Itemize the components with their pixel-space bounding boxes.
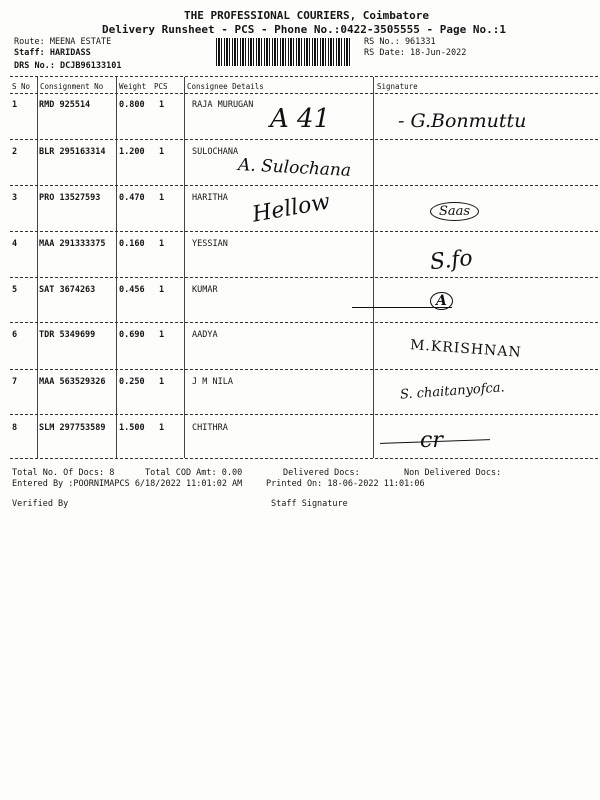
- row-sno: 7: [12, 377, 18, 387]
- row-consignee: HARITHA: [192, 193, 228, 203]
- verified-by: Verified By: [12, 499, 69, 509]
- row-consignee: SULOCHANA: [192, 147, 239, 157]
- row-weight: 0.456: [119, 285, 145, 295]
- total-cod: Total COD Amt: 0.00: [145, 468, 243, 478]
- row-rule: [10, 414, 598, 415]
- row-consignment: SLM 297753589: [39, 423, 106, 433]
- row-consignee: YESSIAN: [192, 239, 228, 249]
- col-header-consignment: Consignment No: [40, 82, 104, 91]
- row-rule: [10, 322, 598, 323]
- row-sno: 2: [12, 147, 18, 157]
- row-rule: [10, 139, 598, 140]
- handwritten-signature: S.fo: [428, 245, 474, 276]
- handwritten-signature: S. chaitanyofca.: [399, 380, 506, 403]
- col-header-pcs: PCS: [154, 82, 168, 91]
- row-rule: [10, 369, 598, 370]
- barcode: [216, 38, 352, 66]
- handwritten-signature: A: [430, 292, 453, 310]
- row-pcs: 1: [159, 147, 165, 157]
- row-sno: 1: [12, 100, 18, 110]
- row-consignment: MAA 563529326: [39, 377, 106, 387]
- table-row: [0, 423, 600, 469]
- row-consignee: AADYA: [192, 330, 218, 340]
- table-bottom-rule: [10, 458, 598, 459]
- row-weight: 0.160: [119, 239, 145, 249]
- staff-signature-label: Staff Signature: [271, 499, 348, 509]
- handwritten-signature: Hellow: [250, 189, 332, 228]
- row-pcs: 1: [159, 285, 165, 295]
- row-consignment: RMD 925514: [39, 100, 91, 110]
- printed-on: Printed On: 18-06-2022 11:01:06: [266, 479, 425, 489]
- row-consignment: SAT 3674263: [39, 285, 96, 295]
- col-header-weight: Weight: [119, 82, 147, 91]
- handwritten-signature: - G.Bonmuttu: [398, 110, 527, 132]
- row-weight: 1.500: [119, 423, 145, 433]
- col-header-signature: Signature: [377, 82, 418, 91]
- handwritten-signature: Saas: [430, 202, 479, 221]
- entered-by: Entered By :POORNIMAPCS 6/18/2022 11:01:02 AM: [12, 479, 243, 489]
- rs-date: RS Date: 18-Jun-2022: [364, 48, 467, 58]
- row-rule: [10, 277, 598, 278]
- col-header-consignee: Consignee Details: [187, 82, 264, 91]
- row-rule: [10, 185, 598, 186]
- handwritten-signature: M.KRISHNAN: [409, 337, 523, 361]
- row-rule: [10, 231, 598, 232]
- row-sno: 5: [12, 285, 18, 295]
- row-sno: 4: [12, 239, 18, 249]
- total-docs: Total No. Of Docs: 8: [12, 468, 115, 478]
- row-pcs: 1: [159, 330, 165, 340]
- row-pcs: 1: [159, 100, 165, 110]
- row-pcs: 1: [159, 239, 165, 249]
- row-consignee: J M NILA: [192, 377, 233, 387]
- company-name: THE PROFESSIONAL COURIERS, Coimbatore: [184, 9, 430, 22]
- row-sno: 8: [12, 423, 18, 433]
- row-weight: 0.690: [119, 330, 145, 340]
- route-label: Route: MEENA ESTATE: [14, 37, 112, 47]
- row-consignment: PRO 13527593: [39, 193, 101, 203]
- row-weight: 1.200: [119, 147, 145, 157]
- header-bottom-rule: [10, 93, 598, 94]
- table-row: [0, 377, 600, 423]
- drs-number: DRS No.: DCJB96133101: [14, 61, 122, 71]
- table-row: [0, 285, 600, 331]
- row-weight: 0.470: [119, 193, 145, 203]
- staff-label: Staff: HARIDASS: [14, 48, 91, 58]
- col-header-sno: S No: [12, 82, 31, 91]
- handwritten-signature: A. Sulochana: [237, 155, 352, 181]
- row-consignment: MAA 291333375: [39, 239, 106, 249]
- delivered-docs: Delivered Docs:: [283, 468, 360, 478]
- row-sno: 3: [12, 193, 18, 203]
- row-consignment: TDR 5349699: [39, 330, 96, 340]
- row-weight: 0.800: [119, 100, 145, 110]
- row-pcs: 1: [159, 377, 165, 387]
- table-top-rule: [10, 76, 598, 77]
- handwritten-signature: cr: [420, 428, 443, 453]
- row-weight: 0.250: [119, 377, 145, 387]
- table-row: [0, 239, 600, 285]
- row-consignee: KUMAR: [192, 285, 218, 295]
- row-pcs: 1: [159, 423, 165, 433]
- handwritten-name: A 41: [270, 104, 331, 134]
- signature-stroke: [352, 307, 452, 308]
- runsheet-title: Delivery Runsheet - PCS - Phone No.:0422-3505555 - Page No.:1: [102, 23, 506, 36]
- non-delivered-docs: Non Delivered Docs:: [404, 468, 502, 478]
- row-consignee: RAJA MURUGAN: [192, 100, 254, 110]
- row-pcs: 1: [159, 193, 165, 203]
- row-sno: 6: [12, 330, 18, 340]
- rs-number: RS No.: 961331: [364, 37, 436, 47]
- row-consignment: BLR 295163314: [39, 147, 106, 157]
- row-consignee: CHITHRA: [192, 423, 228, 433]
